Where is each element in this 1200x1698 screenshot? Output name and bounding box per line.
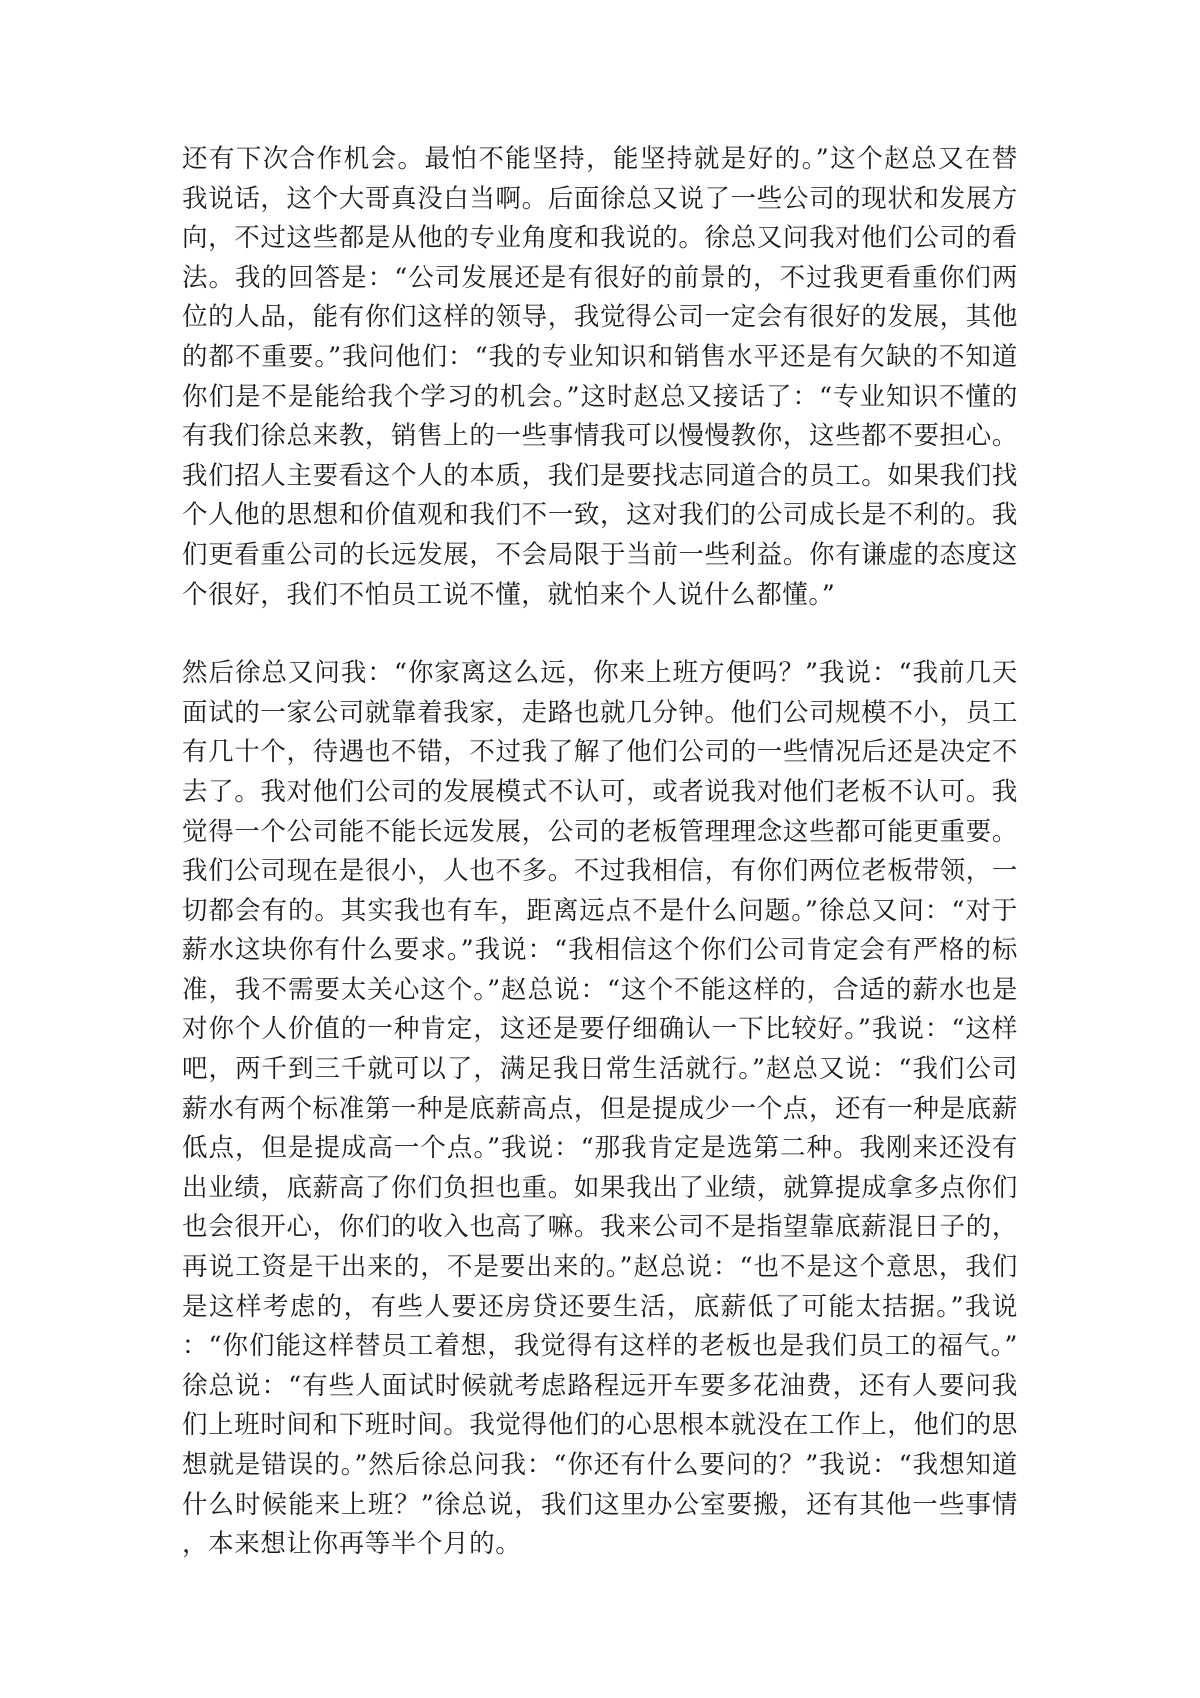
document-body: [182, 140, 1018, 1565]
paragraph-2: 然后徐总又问我：“你家离这么远，你来上班方便吗？”我说：“我前几天面试的一家公司就靠着我家，走路也就几分钟。他们公司规模不小，员工有几十个，待遇也不错，不过我了解了他们公司的一些情况后还是决定不去了。我对他们公司的发展模式不认可，或者说我对他们老板不认可。我觉得一个公司能不能长远发展，公司的老板管理理念这些都可能更重要。我们公司现在是很小，人也不多。不过我相信，有你们两位老板带领，一切都会有的。其实我也有车，距离远点不是什么问题。”徐总又问：“对于薪水这块你有什么要求。”我说：“我相信这个你们公司肯定会有严格的标准，我不需要太关心这个。”赵总说：“这个不能这样的，合适的薪水也是对你个人价值的一种肯定，这还是要仔细确认一下比较好。”我说：“这样吧，两千到三千就可以了，满足我日常生活就行。”赵总又说：“我们公司薪水有两个标准第一种是底薪高点，但是提成少一个点，还有一种是底薪低点，但是提成高一个点。”我说：“那我肯定是选第二种。我刚来还没有出业绩，底薪高了你们负担也重。如果我出了业绩，就算提成拿多点你们也会很开心，你们的收入也高了嘛。我来公司不是指望靠底薪混日子的，再说工资是干出来的，不是要出来的。”赵总说：“也不是这个意思，我们是这样考虑的，有些人要还房贷还要生活，底薪低了可能太拮据。”我说：“你们能这样替员工着想，我觉得有这样的老板也是我们员工的福气。”徐总说：“有些人面试时候就考虑路程远开车要多花油费，还有人要问我们上班时间和下班时间。我觉得他们的心思根本就没在工作上，他们的思想就是错误的。”然后徐总问我：“你还有什么要问的？”我说：“我想知道什么时候能来上班？”徐总说，我们这里办公室要搬，还有其他一些事情，本来想让你再等半个月的。: [182, 658, 1018, 1560]
paragraph-1: 还有下次合作机会。最怕不能坚持，能坚持就是好的。”这个赵总又在替我说话，这个大哥真没白当啊。后面徐总又说了一些公司的现状和发展方向，不过这些都是从他的专业角度和我说的。徐总又问我对他们公司的看法。我的回答是：“公司发展还是有很好的前景的，不过我更看重你们两位的人品，能有你们这样的领导，我觉得公司一定会有很好的发展，其他的都不重要。”我问他们：“我的专业知识和销售水平还是有欠缺的不知道你们是不是能给我个学习的机会。”这时赵总又接话了：“专业知识不懂的有我们徐总来教，销售上的一些事情我可以慢慢教你，这些都不要担心。我们招人主要看这个人的本质，我们是要找志同道合的员工。如果我们找个人他的思想和价值观和我们不一致，这对我们的公司成长是不利的。我们更看重公司的长远发展，不会局限于当前一些利益。你有谦虚的态度这个很好，我们不怕员工说不懂，就怕来个人说什么都懂。”: [182, 144, 1018, 610]
